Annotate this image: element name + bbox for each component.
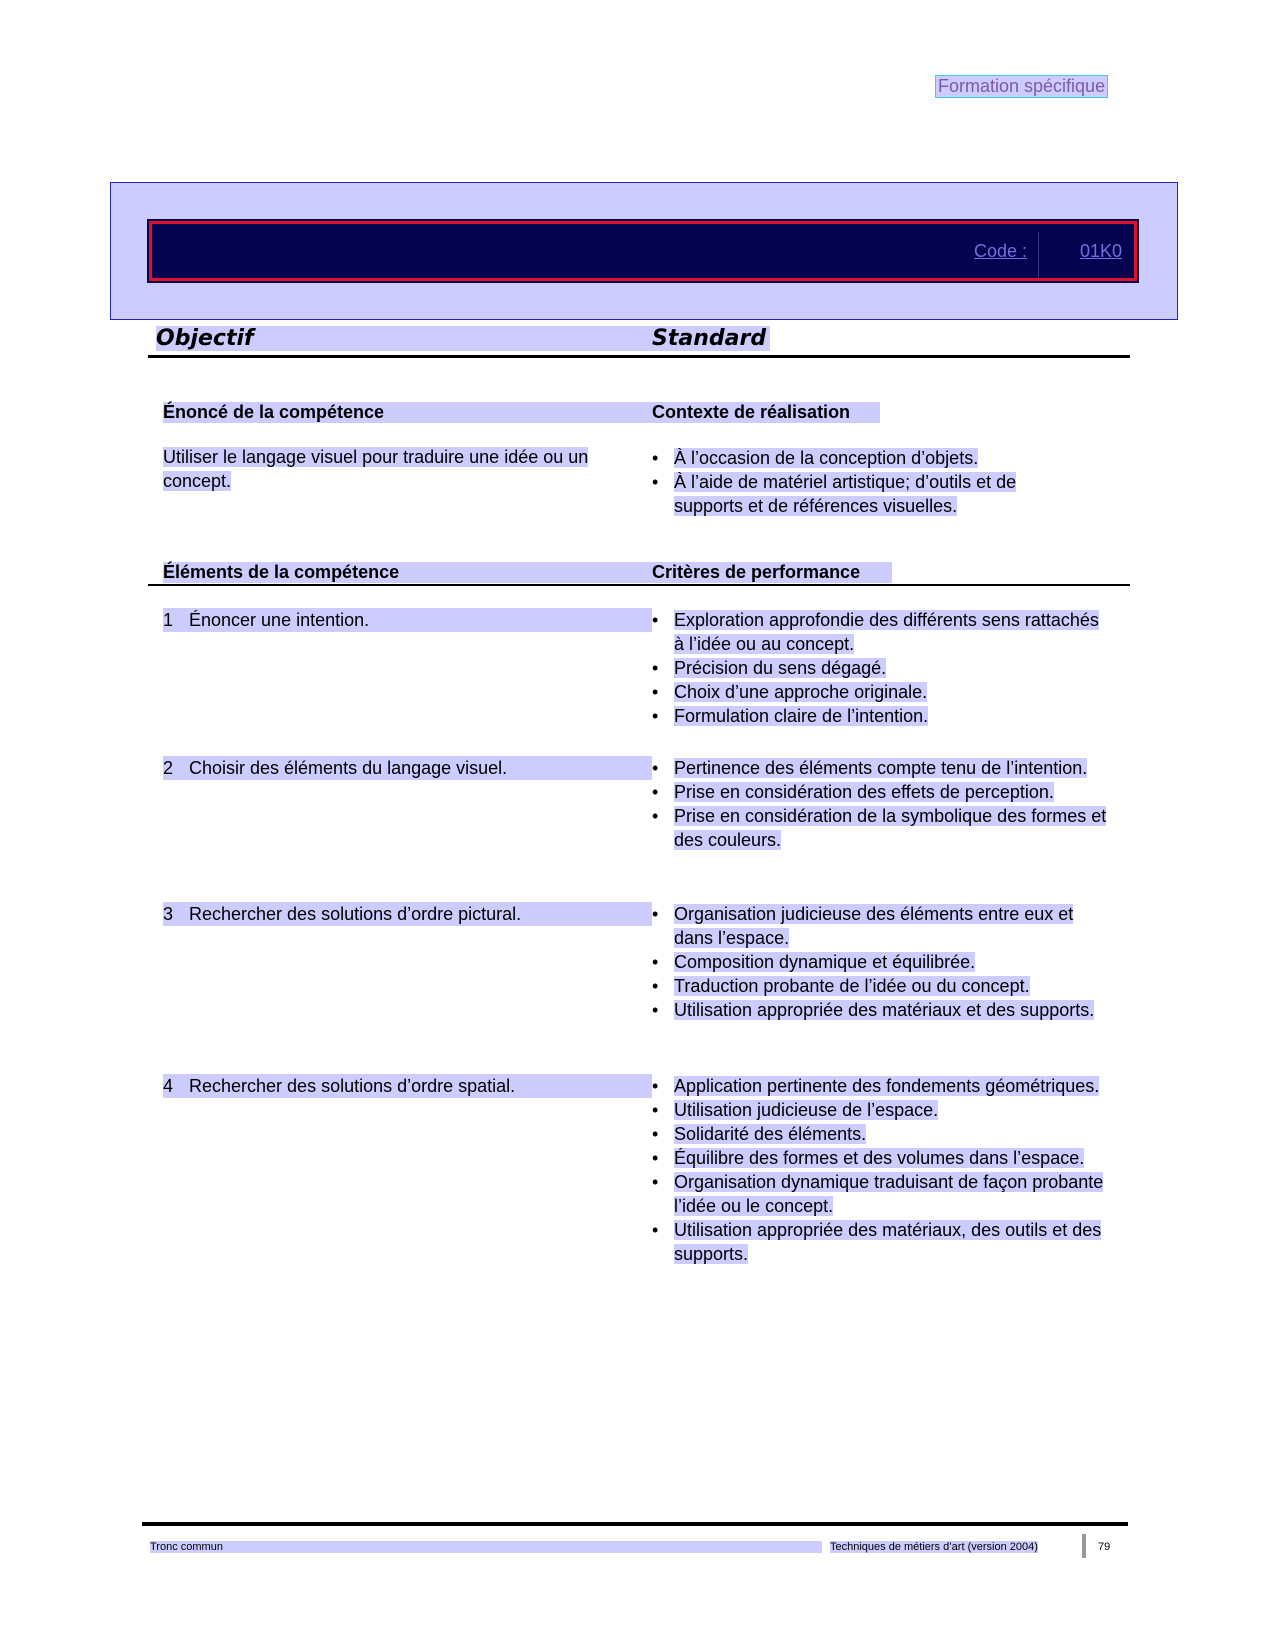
criterion-text: Organisation dynamique traduisant de façon probante l’idée ou le concept. (674, 1172, 1104, 1216)
element-1 (163, 608, 652, 632)
criterion-item (652, 1122, 1110, 1146)
elements-rule (148, 584, 1130, 586)
running-header: Formation spécifique (938, 76, 1106, 96)
criterion-text: Application pertinente des fondements géométriques. (674, 1076, 1100, 1096)
criteria-list-1 (652, 608, 1110, 728)
criteria-heading: Critères de performance (652, 562, 892, 583)
element-number: 1 (163, 610, 174, 630)
context-heading: Contexte de réalisation (652, 402, 880, 423)
footer-rule (142, 1522, 1128, 1526)
criterion-text: Prise en considération des effets de perception. (674, 782, 1054, 802)
criterion-text: Exploration approfondie des différents sens rattachés à l’idée ou au concept. (674, 610, 1099, 654)
footer-bar (1082, 1534, 1086, 1558)
context-item-text: À l’aide de matériel artistique; d’outils et de supports et de références visuelles. (674, 472, 1017, 516)
element-number: 4 (163, 1076, 174, 1096)
criteria-list-4 (652, 1074, 1110, 1266)
footer-right: Techniques de métiers d’art (version 2004) (830, 1541, 1038, 1553)
criterion-item (652, 902, 1110, 950)
criterion-text: Traduction probante de l’idée ou du concept. (674, 976, 1030, 996)
criterion-item (652, 704, 1110, 728)
elements-heading: Éléments de la compétence (163, 562, 652, 583)
criterion-text: Organisation judicieuse des éléments entre eux et dans l’espace. (674, 904, 1074, 948)
criterion-item (652, 1074, 1110, 1098)
code-label: Code : (974, 241, 1028, 261)
criterion-text: Équilibre des formes et des volumes dans l’espace. (674, 1148, 1085, 1168)
objectif-heading: Objectif (156, 326, 652, 351)
criterion-text: Utilisation appropriée des matériaux, des outils et des supports. (674, 1220, 1102, 1264)
criterion-item (652, 680, 1110, 704)
element-text: Énoncer une intention. (189, 610, 370, 630)
context-list (652, 446, 1072, 518)
element-number: 2 (163, 758, 174, 778)
criterion-text: Utilisation appropriée des matériaux et des supports. (674, 1000, 1095, 1020)
code-value: 01K0 (1080, 241, 1123, 261)
criterion-text: Formulation claire de l’intention. (674, 706, 929, 726)
criterion-item (652, 950, 1110, 974)
element-4 (163, 1074, 652, 1098)
statement-text (163, 445, 643, 493)
criterion-item (652, 1218, 1110, 1266)
heading-rule (148, 355, 1130, 358)
context-item-text: À l’occasion de la conception d’objets. (674, 448, 979, 468)
element-number: 3 (163, 904, 174, 924)
criterion-item (652, 804, 1110, 852)
element-text: Rechercher des solutions d’ordre spatial. (189, 1076, 516, 1096)
criterion-item (652, 756, 1110, 780)
element-text: Choisir des éléments du langage visuel. (189, 758, 508, 778)
criterion-item (652, 1098, 1110, 1122)
criteria-list-2 (652, 756, 1110, 852)
standard-heading: Standard (652, 326, 770, 351)
code-separator (1038, 232, 1039, 278)
footer-left: Tronc commun (150, 1541, 822, 1553)
criterion-item (652, 1146, 1110, 1170)
element-text: Rechercher des solutions d’ordre pictural. (189, 904, 522, 924)
criterion-item (652, 1170, 1110, 1218)
criterion-item (652, 780, 1110, 804)
criterion-item (652, 998, 1110, 1022)
criterion-text: Pertinence des éléments compte tenu de l’intention. (674, 758, 1088, 778)
criterion-text: Prise en considération de la symbolique des formes et des couleurs. (674, 806, 1107, 850)
criterion-item (652, 608, 1110, 656)
context-item (652, 470, 1072, 518)
footer-page-number: 79 (1098, 1541, 1111, 1553)
statement-text-content: Utiliser le langage visuel pour traduire une idée ou un concept. (163, 447, 589, 491)
criterion-text: Précision du sens dégagé. (674, 658, 887, 678)
element-3 (163, 902, 652, 926)
criterion-text: Composition dynamique et équilibrée. (674, 952, 976, 972)
context-item (652, 446, 1072, 470)
statement-heading: Énoncé de la compétence (163, 402, 652, 423)
element-2 (163, 756, 652, 780)
criteria-list-3 (652, 902, 1110, 1022)
criterion-text: Utilisation judicieuse de l’espace. (674, 1100, 939, 1120)
criterion-text: Choix d’une approche originale. (674, 682, 928, 702)
criterion-item (652, 974, 1110, 998)
criterion-text: Solidarité des éléments. (674, 1124, 867, 1144)
criterion-item (652, 656, 1110, 680)
